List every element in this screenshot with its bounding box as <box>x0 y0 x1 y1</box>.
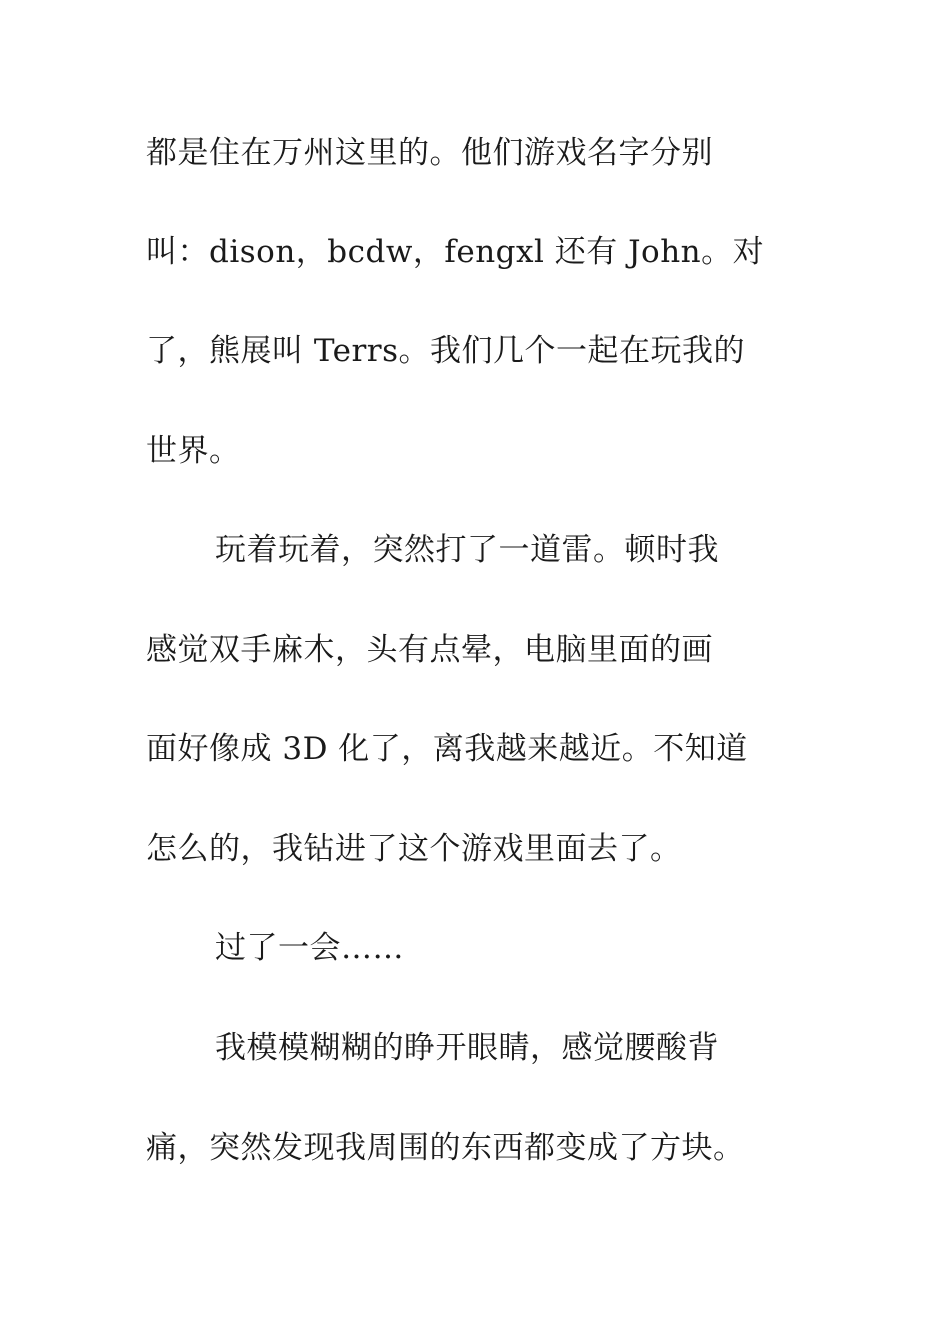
paragraph-start-line: 过了一会…… <box>215 930 404 966</box>
paragraph-start-line: 我模模糊糊的睁开眼睛，感觉腰酸背 <box>215 1030 719 1066</box>
text-line: 感觉双手麻木，头有点晕，电脑里面的画 <box>146 632 713 668</box>
text-line: 面好像成 3D 化了，离我越来越近。不知道 <box>146 731 748 767</box>
text-line: 痛，突然发现我周围的东西都变成了方块。 <box>146 1130 745 1166</box>
text-line: 怎么的，我钻进了这个游戏里面去了。 <box>146 831 682 867</box>
text-line: 叫：dison，bcdw，fengxl 还有 John。对 <box>146 234 765 270</box>
text-line: 都是住在万州这里的。他们游戏名字分别 <box>146 135 713 171</box>
paragraph-start-line: 玩着玩着，突然打了一道雷。顿时我 <box>215 532 719 568</box>
text-line: 世界。 <box>146 433 241 469</box>
text-line: 了，熊展叫 Terrs。我们几个一起在玩我的 <box>146 333 746 369</box>
